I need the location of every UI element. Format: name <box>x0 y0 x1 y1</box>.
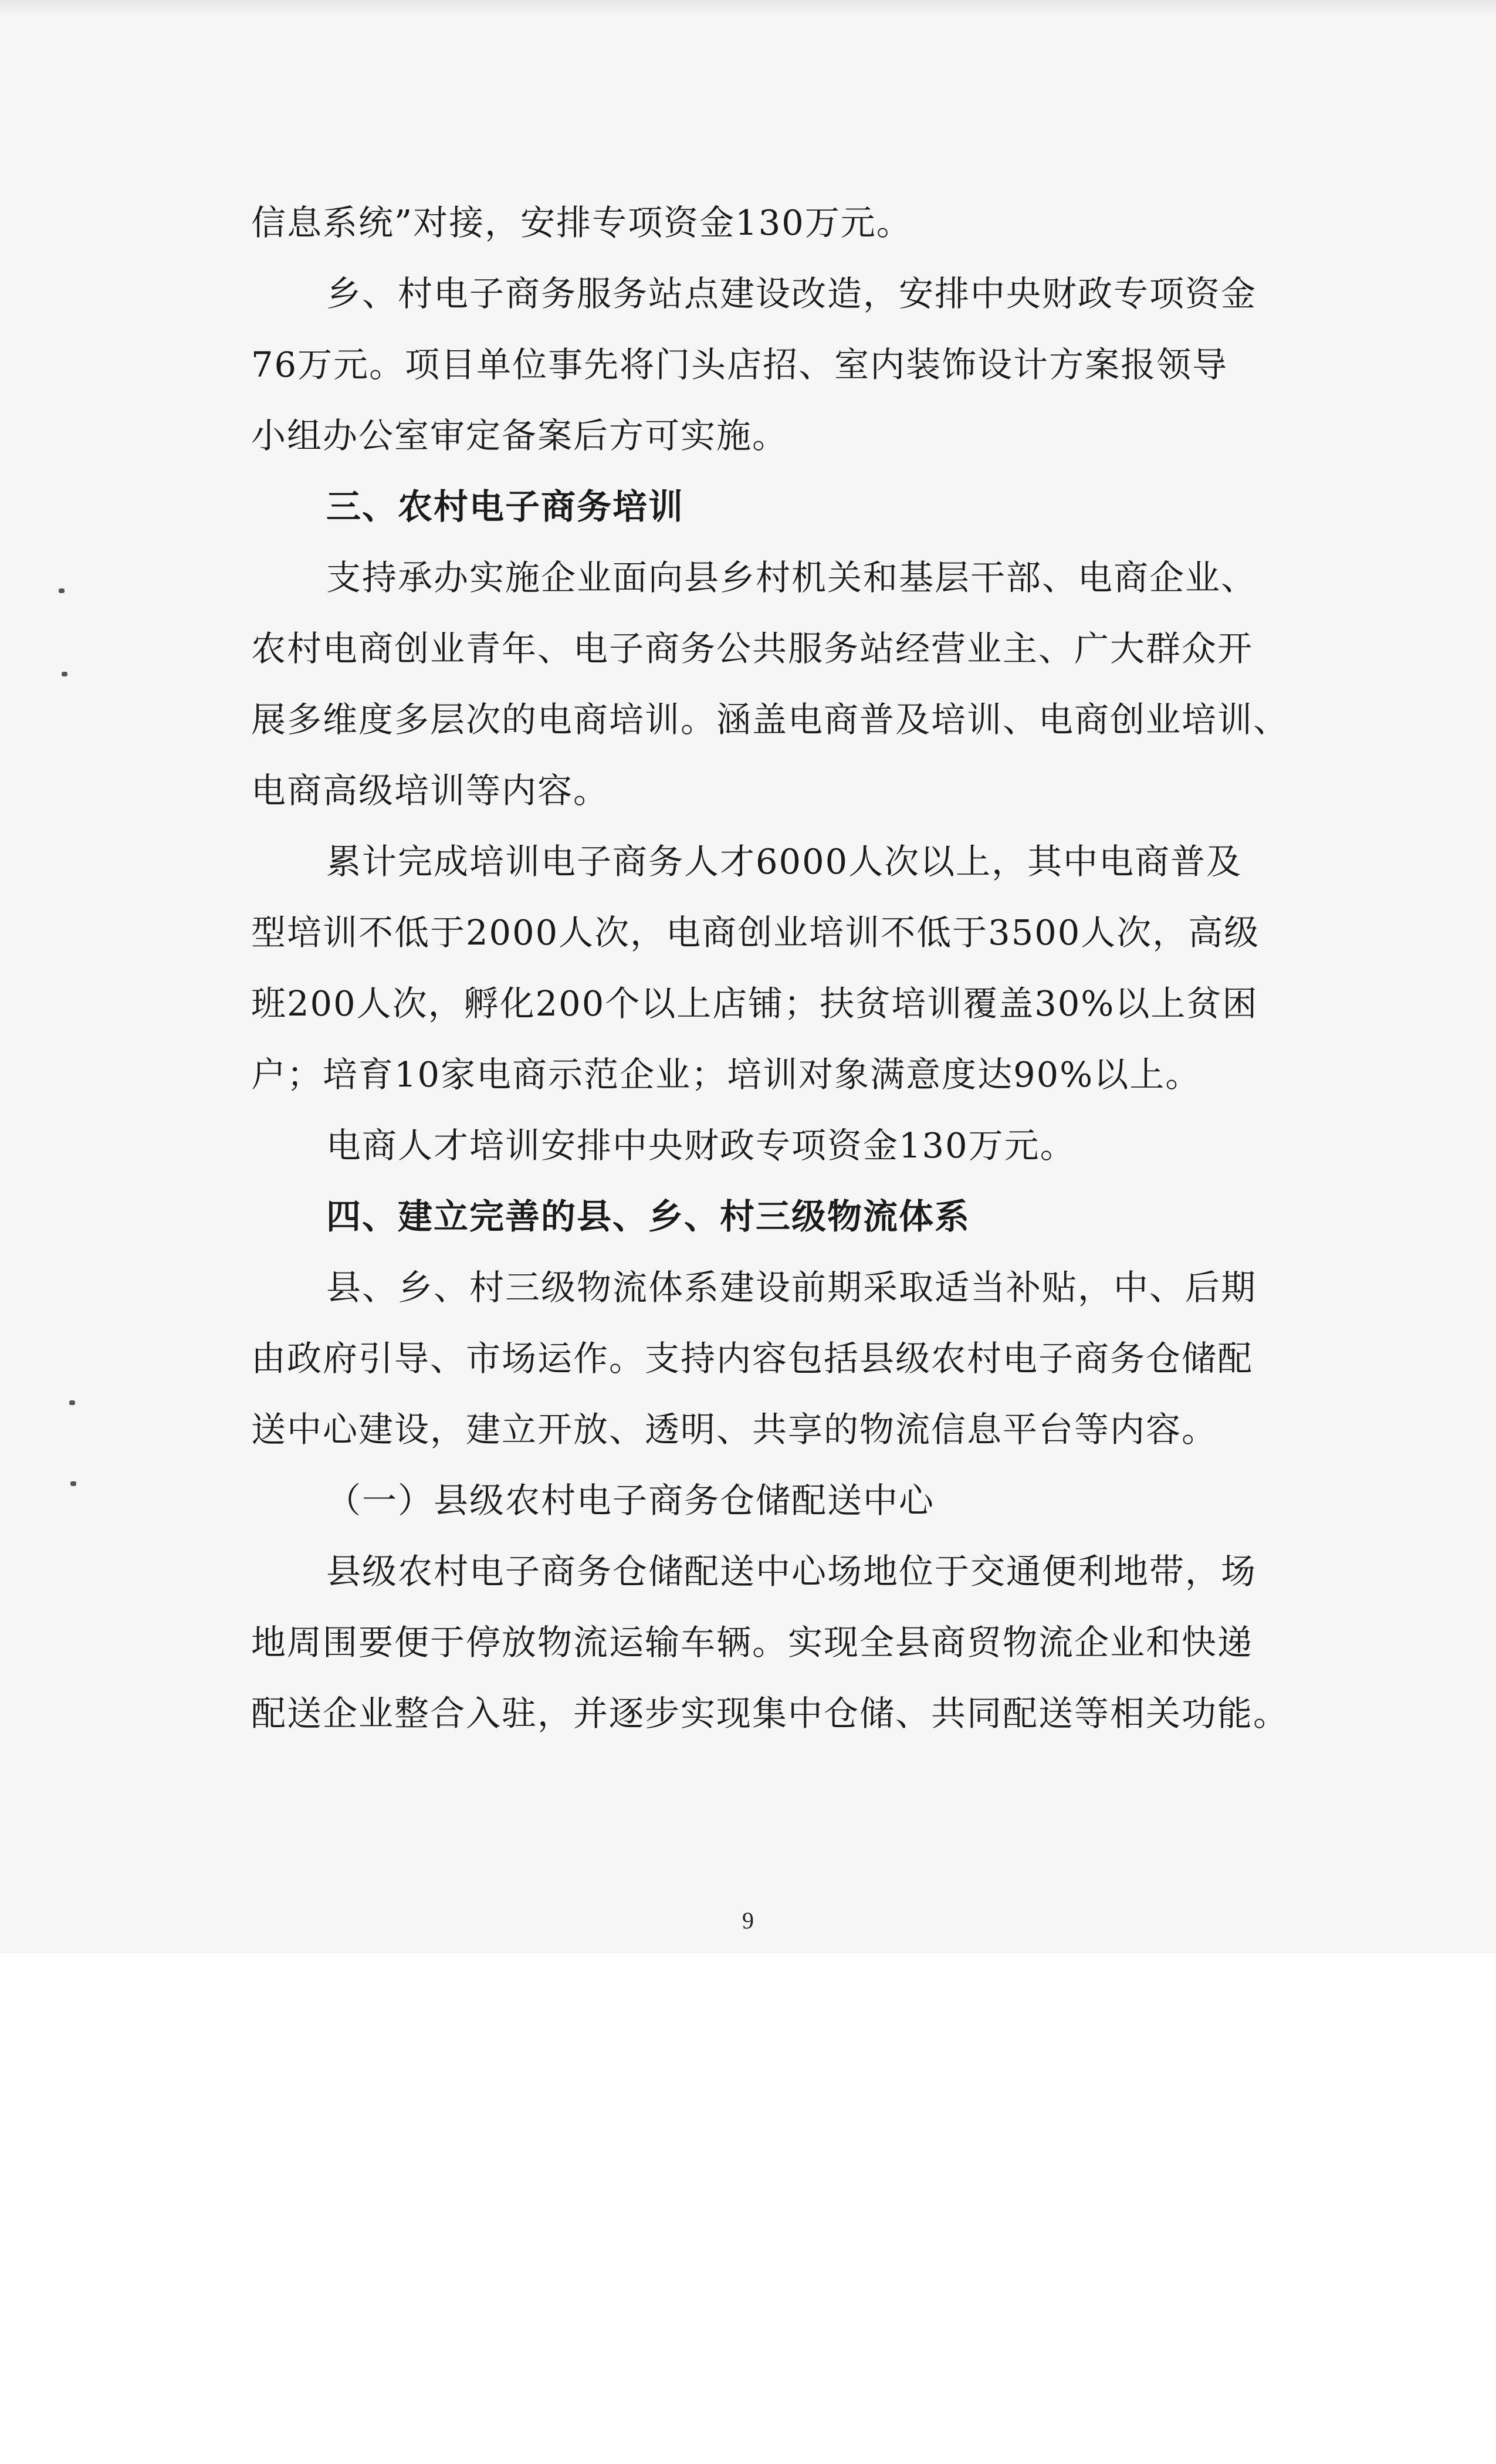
text-line: 地周围要便于停放物流运输车辆。实现全县商贸物流企业和快递 <box>251 1622 1254 1663</box>
text-line: 电商高级培训等内容。 <box>251 770 610 811</box>
section-heading: 三、农村电子商务培训 <box>326 486 685 527</box>
text-line: 班200人次，孵化200个以上店铺；扶贫培训覆盖30%以上贫困 <box>251 983 1258 1024</box>
text-line: 县级农村电子商务仓储配送中心场地位于交通便利地带，场 <box>326 1551 1257 1592</box>
scan-speck <box>69 1400 75 1405</box>
scan-speck <box>59 588 65 593</box>
subsection-heading: （一）县级农村电子商务仓储配送中心 <box>326 1480 935 1521</box>
text-line: 累计完成培训电子商务人才6000人次以上，其中电商普及 <box>326 841 1243 882</box>
text-line: 乡、村电子商务服务站点建设改造，安排中央财政专项资金 <box>326 273 1257 314</box>
section-heading: 四、建立完善的县、乡、村三级物流体系 <box>326 1196 971 1237</box>
text-line: 小组办公室审定备案后方可实施。 <box>251 415 788 456</box>
text-line: 农村电商创业青年、电子商务公共服务站经营业主、广大群众开 <box>251 628 1254 669</box>
text-line: 由政府引导、市场运作。支持内容包括县级农村电子商务仓储配 <box>251 1338 1254 1379</box>
text-line: 支持承办实施企业面向县乡村机关和基层干部、电商企业、 <box>326 557 1257 598</box>
text-line: 型培训不低于2000人次，电商创业培训不低于3500人次，高级 <box>251 912 1260 953</box>
text-line: 配送企业整合入驻，并逐步实现集中仓储、共同配送等相关功能。 <box>251 1693 1289 1734</box>
text-line: 76万元。项目单位事先将门头店招、室内装饰设计方案报领导 <box>251 344 1228 385</box>
text-line: 县、乡、村三级物流体系建设前期采取适当补贴，中、后期 <box>326 1267 1257 1308</box>
text-line: 展多维度多层次的电商培训。涵盖电商普及培训、电商创业培训、 <box>251 699 1289 740</box>
text-line: 信息系统”对接，安排专项资金130万元。 <box>251 202 912 243</box>
text-line: 户；培育10家电商示范企业；培训对象满意度达90%以上。 <box>251 1054 1201 1095</box>
blank-area <box>0 1954 1496 2464</box>
scan-speck <box>62 672 67 676</box>
scan-speck <box>70 1481 76 1486</box>
page-number: 9 <box>742 1907 754 1934</box>
text-line: 送中心建设，建立开放、透明、共享的物流信息平台等内容。 <box>251 1409 1218 1450</box>
text-line: 电商人才培训安排中央财政专项资金130万元。 <box>326 1125 1076 1166</box>
scan-edge <box>0 0 1496 18</box>
